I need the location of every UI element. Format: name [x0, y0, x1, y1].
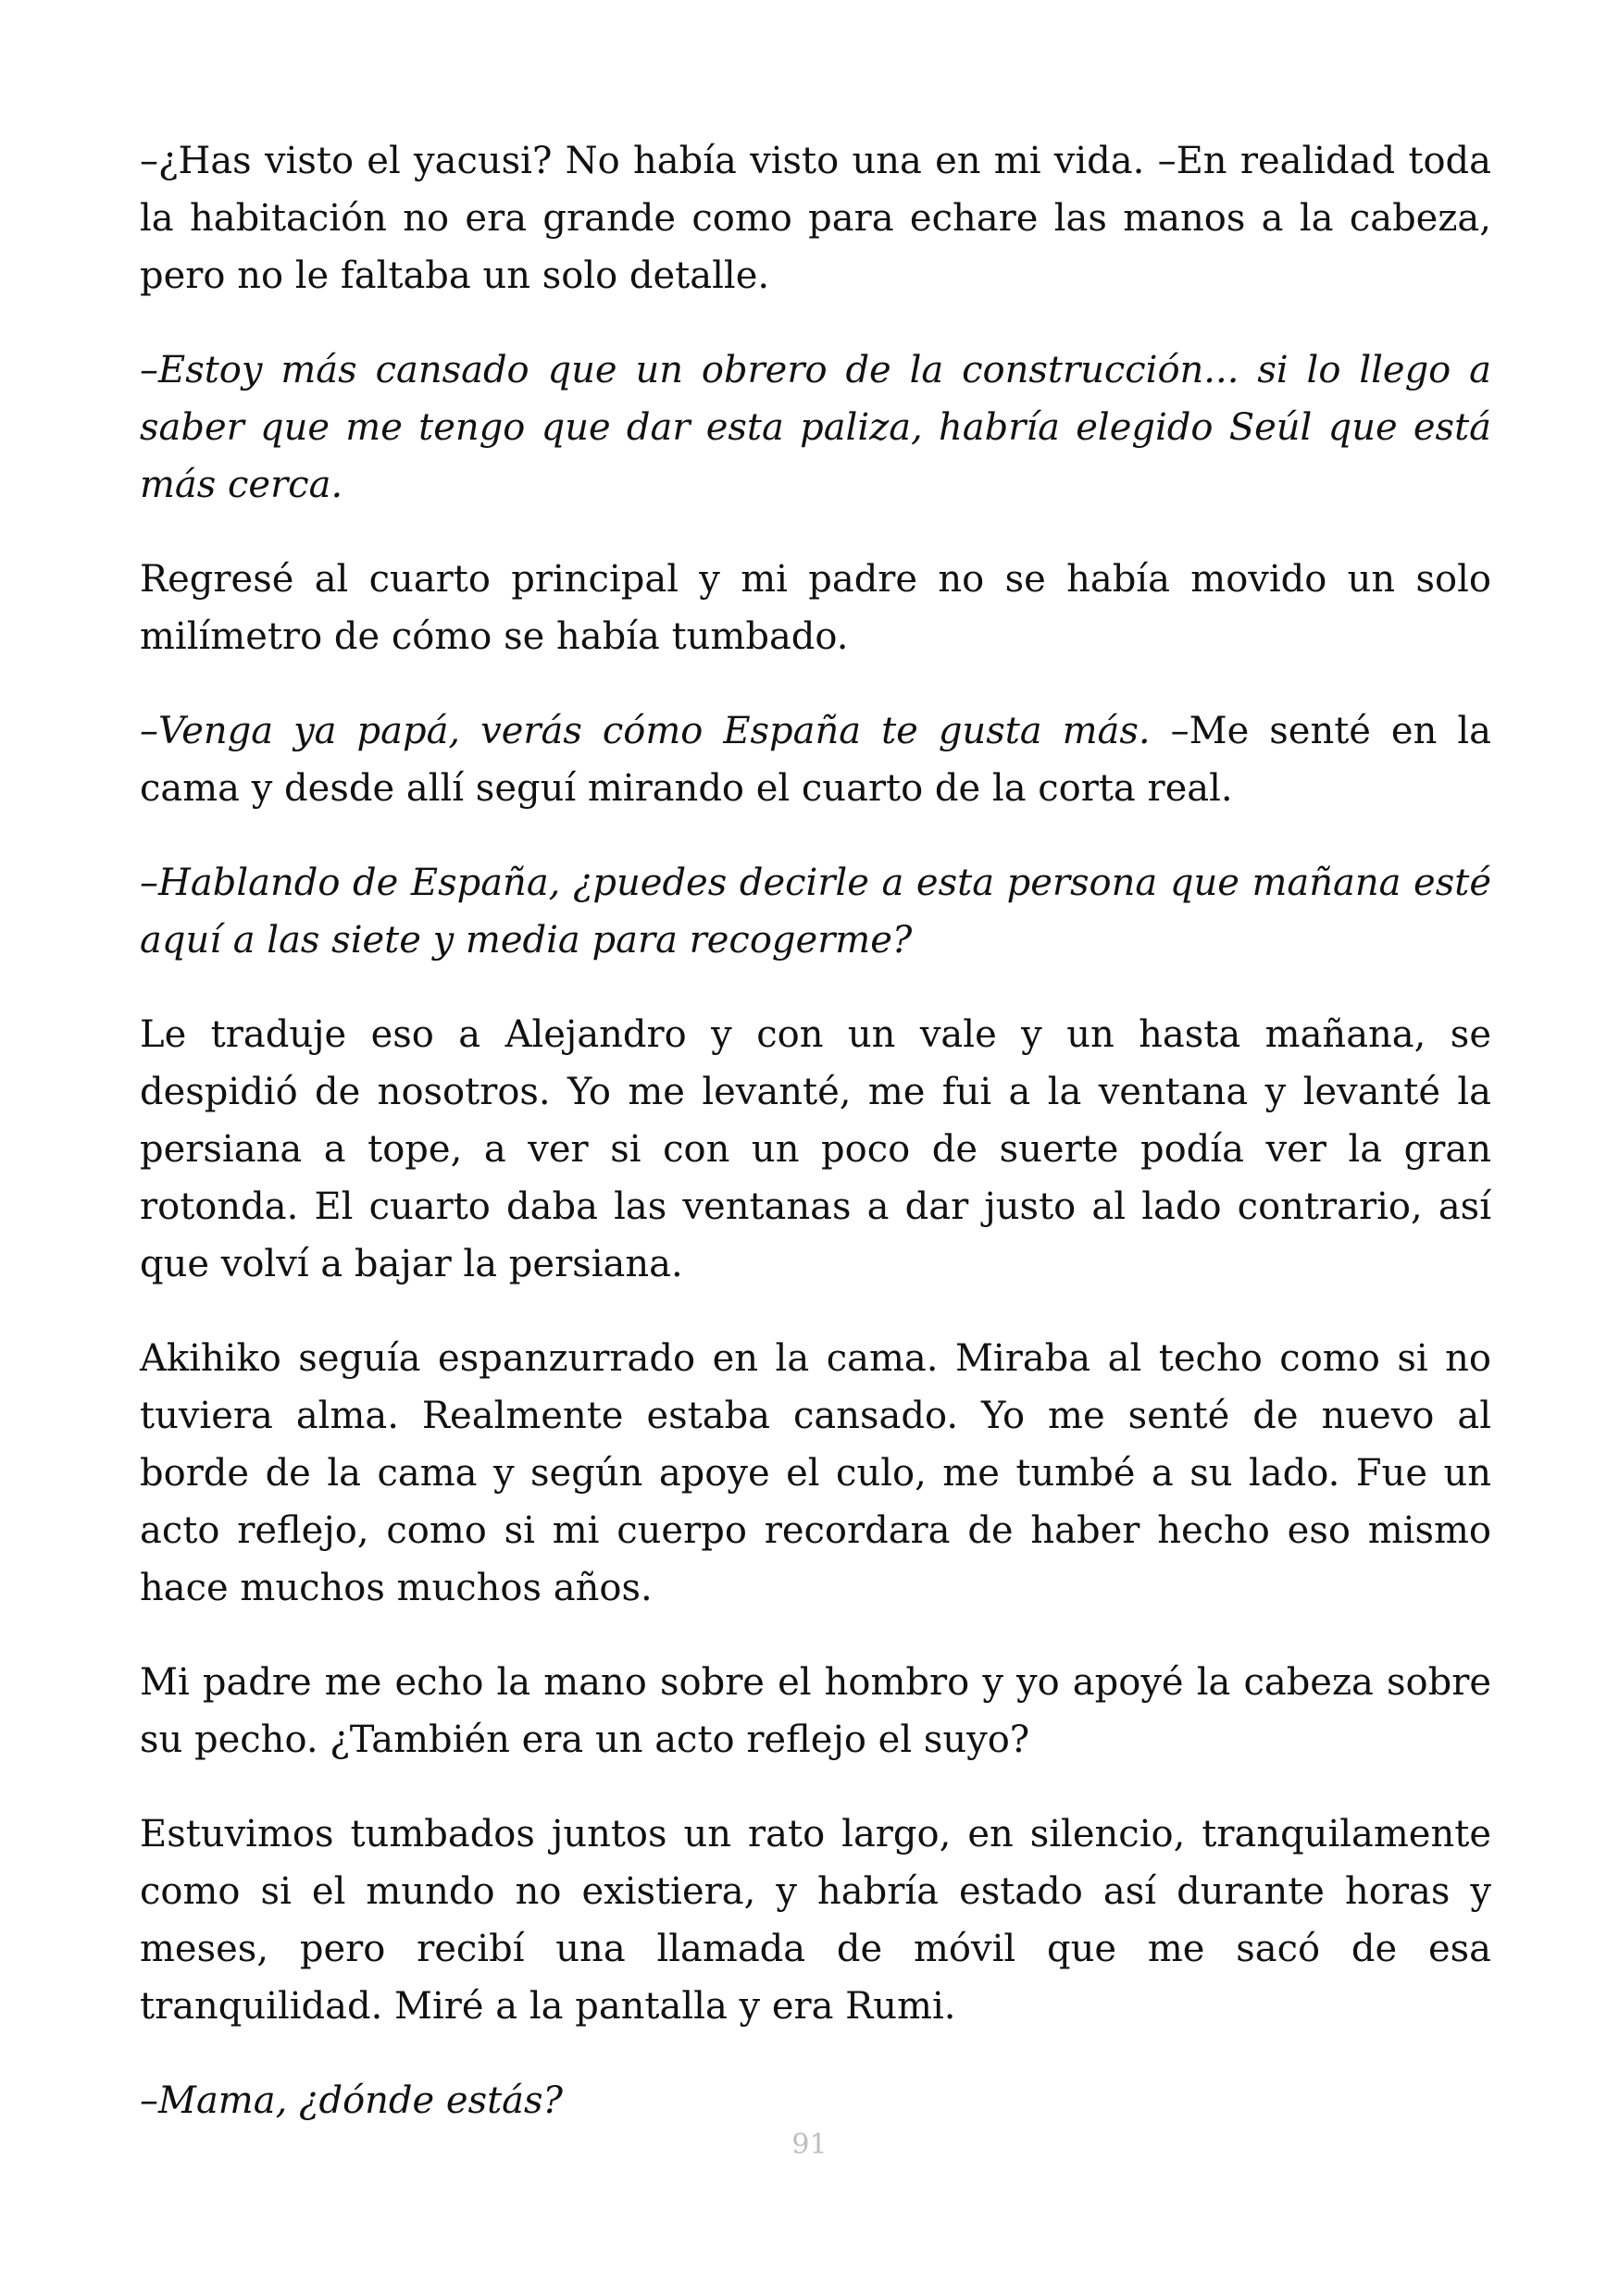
paragraph-3: Regresé al cuarto principal y mi padre no se había movido un solo milímetro de cómo se había tumbado.: [140, 558, 1491, 658]
paragraph-7: Akihiko seguía espanzurrado en la cama. Miraba al techo como si no tuviera alma. Realmente estaba cansado. Yo me senté de nuevo al borde de la cama y según apoye el culo, me tumbé a su lado. Fue un acto reflejo, como si mi cuerpo recordara de haber hecho eso mismo hace muchos muchos años.: [140, 1337, 1491, 1609]
paragraph-8: Mi padre me echo la mano sobre el hombro y yo apoyé la cabeza sobre su pecho. ¿También era un acto reflejo el suyo?: [140, 1661, 1491, 1761]
paragraph-4-dialogue: –Venga ya papá, verás cómo España te gusta más.: [140, 710, 1151, 752]
page-number: 91: [791, 2128, 828, 2161]
paragraph-2: –Estoy más cansado que un obrero de la construcción... si lo llego a saber que me tengo que dar esta paliza, habría elegido Seúl que está más cerca.: [140, 349, 1491, 506]
paragraph-1: –¿Has visto el yacusi? No había visto una en mi vida. –En realidad toda la habitación no era grande como para echare las manos a la cabeza, pero no le faltaba un solo detalle.: [140, 140, 1491, 297]
paragraph-4: [140, 702, 1491, 817]
paragraph-9: Estuvimos tumbados juntos un rato largo, en silencio, tranquilamente como si el mundo no existiera, y habría estado así durante horas y meses, pero recibí una llamada de móvil que me sacó de esa tranquilidad. Miré a la pantalla y era Rumi.: [140, 1813, 1491, 2028]
paragraph-6: Le traduje eso a Alejandro y con un vale y un hasta mañana, se despidió de nosotros. Yo me levanté, me fui a la ventana y levanté la persiana a tope, a ver si con un poco de suerte podía ver la gran rotonda. El cuarto daba las ventanas a dar justo al lado contrario, así que volví a bajar la persiana.: [140, 1013, 1491, 1285]
paragraph-4-narration: –Me senté en la cama y desde allí seguí mirando el cuarto de la corta real.: [140, 710, 1491, 810]
body-text: [140, 132, 1491, 2166]
paragraph-5: –Hablando de España, ¿puedes decirle a esta persona que mañana esté aquí a las siete y media para recogerme?: [140, 862, 1491, 962]
paragraph-10: –Mama, ¿dónde estás?: [140, 2079, 563, 2122]
